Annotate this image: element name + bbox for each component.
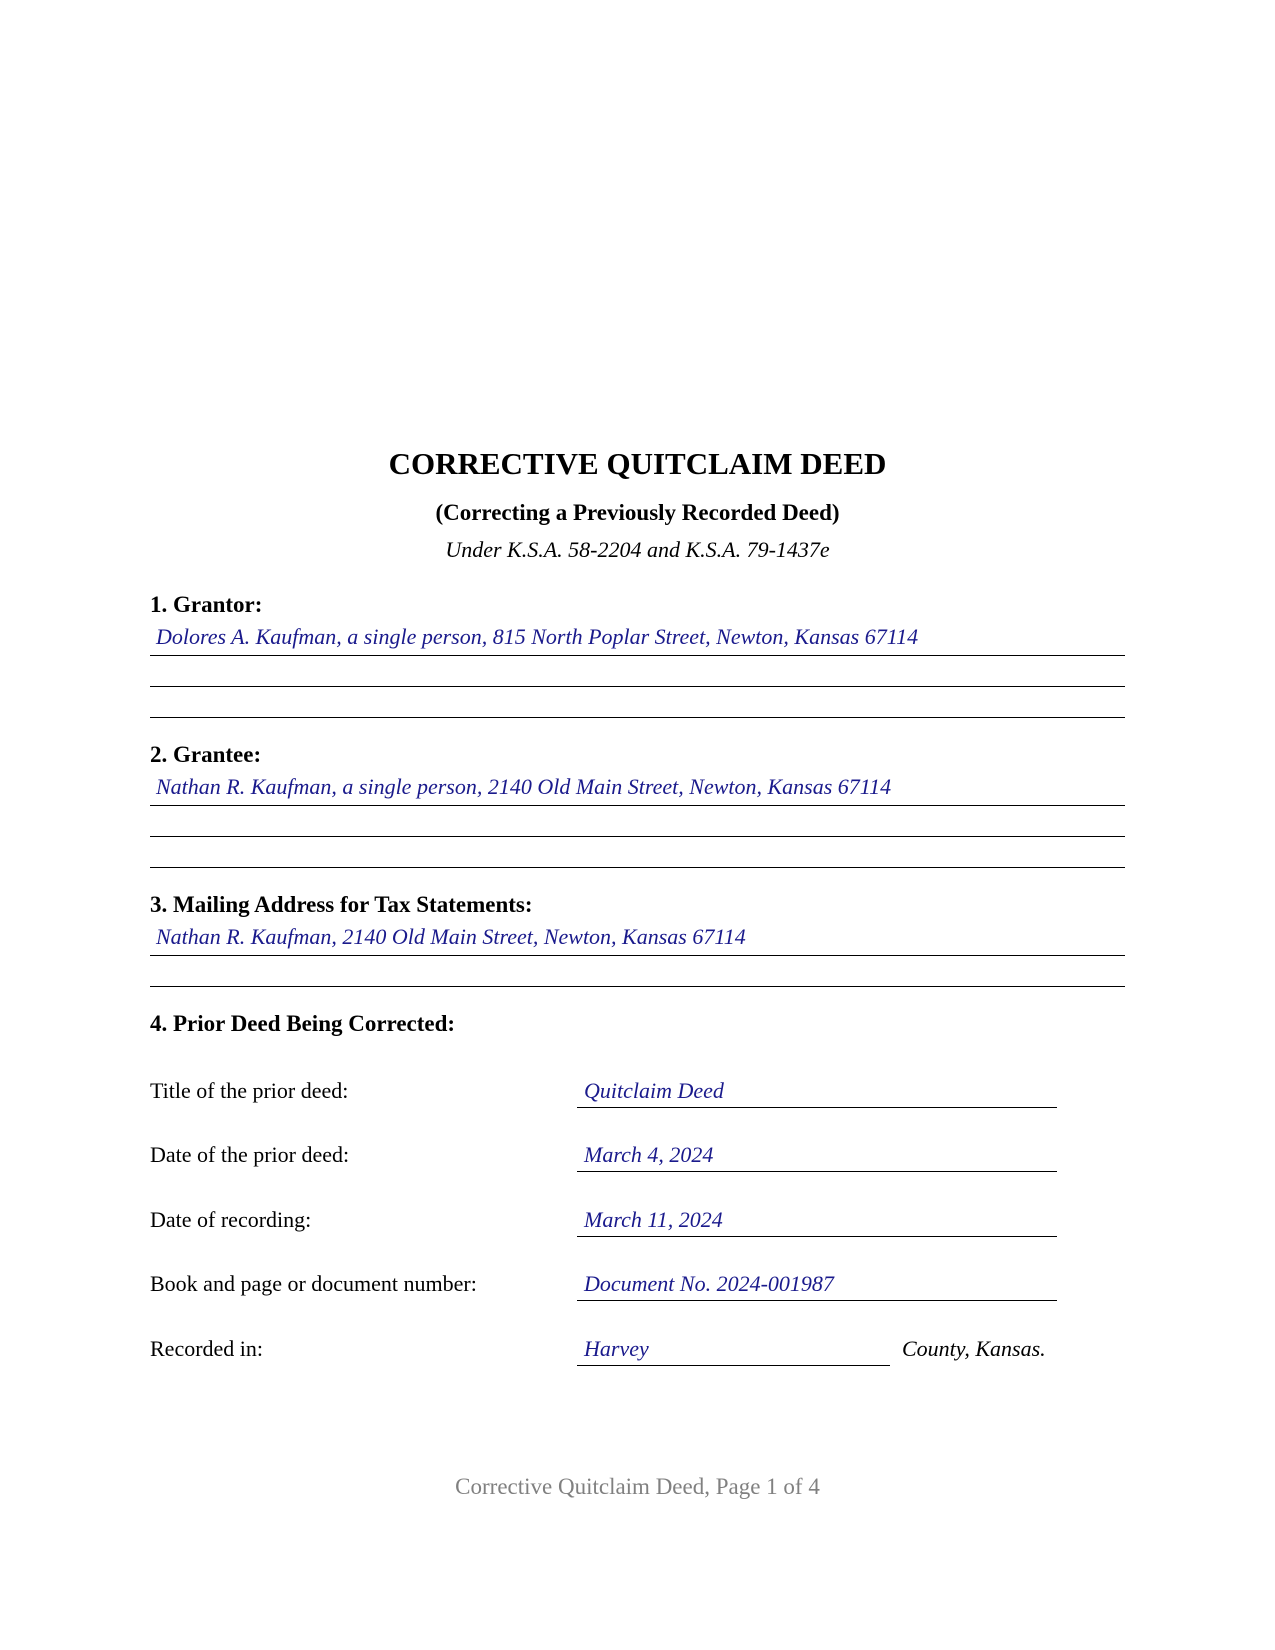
statute-reference: Under K.S.A. 58-2204 and K.S.A. 79-1437e xyxy=(445,537,830,562)
prior-deed-title-field[interactable]: Quitclaim Deed xyxy=(584,1078,724,1103)
document-number-field[interactable]: Document No. 2024-001987 xyxy=(584,1271,834,1296)
grantee-line-1 xyxy=(150,805,1125,806)
prior-deed-title-label: Title of the prior deed: xyxy=(150,1078,349,1103)
document-number-label: Book and page or document number: xyxy=(150,1271,477,1296)
grantor-heading: 1. Grantor: xyxy=(150,592,263,617)
recording-date-line xyxy=(577,1236,1057,1237)
grantee-line-2 xyxy=(150,836,1125,837)
grantee-line-3 xyxy=(150,867,1125,868)
document-number-line xyxy=(577,1300,1057,1301)
grantor-field[interactable]: Dolores A. Kaufman, a single person, 815 North Poplar Street, Newton, Kansas 67114 xyxy=(156,624,919,649)
document-title: CORRECTIVE QUITCLAIM DEED xyxy=(388,446,887,481)
document-subtitle: (Correcting a Previously Recorded Deed) xyxy=(435,500,840,525)
mailing-line-1 xyxy=(150,955,1125,956)
recording-date-field[interactable]: March 11, 2024 xyxy=(584,1207,723,1232)
recorded-in-label: Recorded in: xyxy=(150,1336,264,1361)
mailing-line-2 xyxy=(150,986,1125,987)
grantor-line-2 xyxy=(150,686,1125,687)
grantee-heading: 2. Grantee: xyxy=(150,742,262,767)
recording-date-label: Date of recording: xyxy=(150,1207,312,1232)
mailing-heading: 3. Mailing Address for Tax Statements: xyxy=(150,892,533,917)
prior-deed-date-line xyxy=(577,1171,1057,1172)
prior-deed-date-field[interactable]: March 4, 2024 xyxy=(584,1142,714,1167)
recorded-in-county-field[interactable]: Harvey xyxy=(584,1336,649,1361)
grantor-line-3 xyxy=(150,717,1125,718)
mailing-address-field[interactable]: Nathan R. Kaufman, 2140 Old Main Street, Newton, Kansas 67114 xyxy=(156,924,746,949)
prior-deed-heading: 4. Prior Deed Being Corrected: xyxy=(150,1011,456,1036)
prior-deed-title-line xyxy=(577,1107,1057,1108)
prior-deed-date-label: Date of the prior deed: xyxy=(150,1142,350,1167)
county-suffix: County, Kansas. xyxy=(902,1336,1046,1361)
recorded-in-county-line xyxy=(577,1365,890,1366)
page-footer: Corrective Quitclaim Deed, Page 1 of 4 xyxy=(455,1474,820,1499)
grantee-field[interactable]: Nathan R. Kaufman, a single person, 2140 Old Main Street, Newton, Kansas 67114 xyxy=(156,774,892,799)
grantor-line-1 xyxy=(150,655,1125,656)
